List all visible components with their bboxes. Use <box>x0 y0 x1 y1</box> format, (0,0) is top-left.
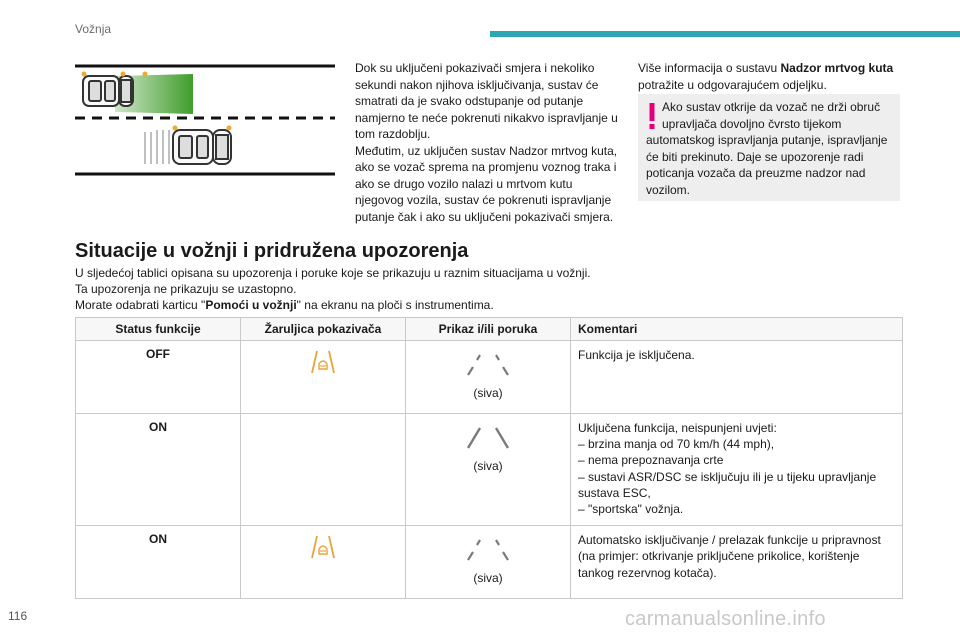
lamp-cell <box>241 341 406 414</box>
condition-list <box>578 436 895 517</box>
right-paragraph <box>638 60 900 93</box>
header-accent-bar <box>490 31 960 37</box>
table-row <box>76 414 903 526</box>
section-intro <box>75 265 775 313</box>
page-number: 116 <box>8 609 28 623</box>
intro-line-3: Morate odabrati karticu "Pomoći u vožnji" na ekranu na ploči s instrumentima. <box>75 298 494 312</box>
status-cell: OFF <box>76 341 241 414</box>
header-status: Status funkcije <box>76 318 241 341</box>
display-caption: (siva) <box>473 386 503 400</box>
intro-line-2: Ta upozorenja ne prikazuju se uzastopno. <box>75 282 297 296</box>
list-item: – "sportska" vožnja. <box>578 502 684 517</box>
header-lamp: Žaruljica pokazivača <box>241 318 406 341</box>
exclamation-icon <box>646 103 658 131</box>
middle-paragraph-p2: Međutim, uz uključen sustav Nadzor mrtvog kuta, ako se vozač sprema na promjenu voznog traka i ako se drugo vozilo nalazi u mrtvom kutu njegovog vozila, sustav će pokrenuti ispravljanje putanje čak i ako su uključeni pokazivači smjera. <box>355 143 618 224</box>
comment-cell: Automatsko isključivanje / prelazak funkcije u pripravnost (na primjer: otkrivanje priključene prikolice, korištenje tankog rezervnog kotača). <box>571 526 903 599</box>
list-item: – nema prepoznavanja crte <box>578 453 724 468</box>
watermark: carmanualsonline.info <box>625 608 826 630</box>
warning-box <box>638 94 900 201</box>
table-row <box>76 526 903 599</box>
lane-lines-gray-icon <box>458 353 518 377</box>
right-paragraph-bold: Nadzor mrtvog kuta <box>780 61 894 75</box>
intro-line-1: U sljedećoj tablici opisana su upozorenja i poruke koje se prikazuju u raznim situacijama u vožnji. <box>75 266 591 280</box>
car-lower <box>173 130 231 164</box>
lamp-cell <box>241 526 406 599</box>
blind-spot-illustration <box>75 60 335 180</box>
status-cell: ON <box>76 526 241 599</box>
lane-warning-lamp-icon <box>310 534 336 560</box>
right-paragraph-text-end: potražite u odgovarajućem odjeljku. <box>638 77 827 92</box>
comment-cell <box>571 414 903 526</box>
list-item: – sustavi ASR/DSC se isključuju ili je u tijeku upravljanje sustava ESC, <box>578 469 877 500</box>
section-heading: Situacije u vožnji i pridružena upozorenja <box>75 240 469 262</box>
middle-paragraph <box>355 60 620 225</box>
car-upper <box>83 76 133 106</box>
warnings-table <box>75 317 903 599</box>
display-cell <box>406 414 571 526</box>
display-cell <box>406 526 571 599</box>
display-caption: (siva) <box>473 459 503 473</box>
table-row <box>76 341 903 414</box>
display-caption: (siva) <box>473 571 503 586</box>
warning-text: Ako sustav otkrije da vozač ne drži obruč upravljača dovoljno čvrsto tijekom automatskog ispravljanja putanje, ispravljanje će biti prekinuto. Daje se upozorenje radi poticanja vozača da preuzme nadzor nad vozilom. <box>646 100 888 197</box>
header-display: Prikaz i/ili poruka <box>406 318 571 341</box>
middle-paragraph-p1: Dok su uključeni pokazivači smjera i nekoliko sekundi nakon njihova isključivanja, sustav će smatrati da je svako odstupanje od putanje namjerno te neće pokrenuti nikakvo ispravljanje u tom razdoblju. <box>355 61 618 141</box>
lane-lines-gray-icon <box>458 538 518 562</box>
display-cell <box>406 341 571 414</box>
right-paragraph-text: Više informacija o sustavu <box>638 61 781 75</box>
section-title: Vožnja <box>75 22 112 36</box>
comment-cell: Funkcija je isključena. <box>571 341 903 414</box>
status-cell: ON <box>76 414 241 526</box>
lane-lines-gray-icon <box>458 426 518 450</box>
header-comments: Komentari <box>571 318 903 341</box>
list-item: – brzina manja od 70 km/h (44 mph), <box>578 437 775 452</box>
lane-warning-lamp-icon <box>310 349 336 375</box>
lamp-cell <box>241 414 406 526</box>
comment-intro: Uključena funkcija, neispunjeni uvjeti: <box>578 421 777 435</box>
